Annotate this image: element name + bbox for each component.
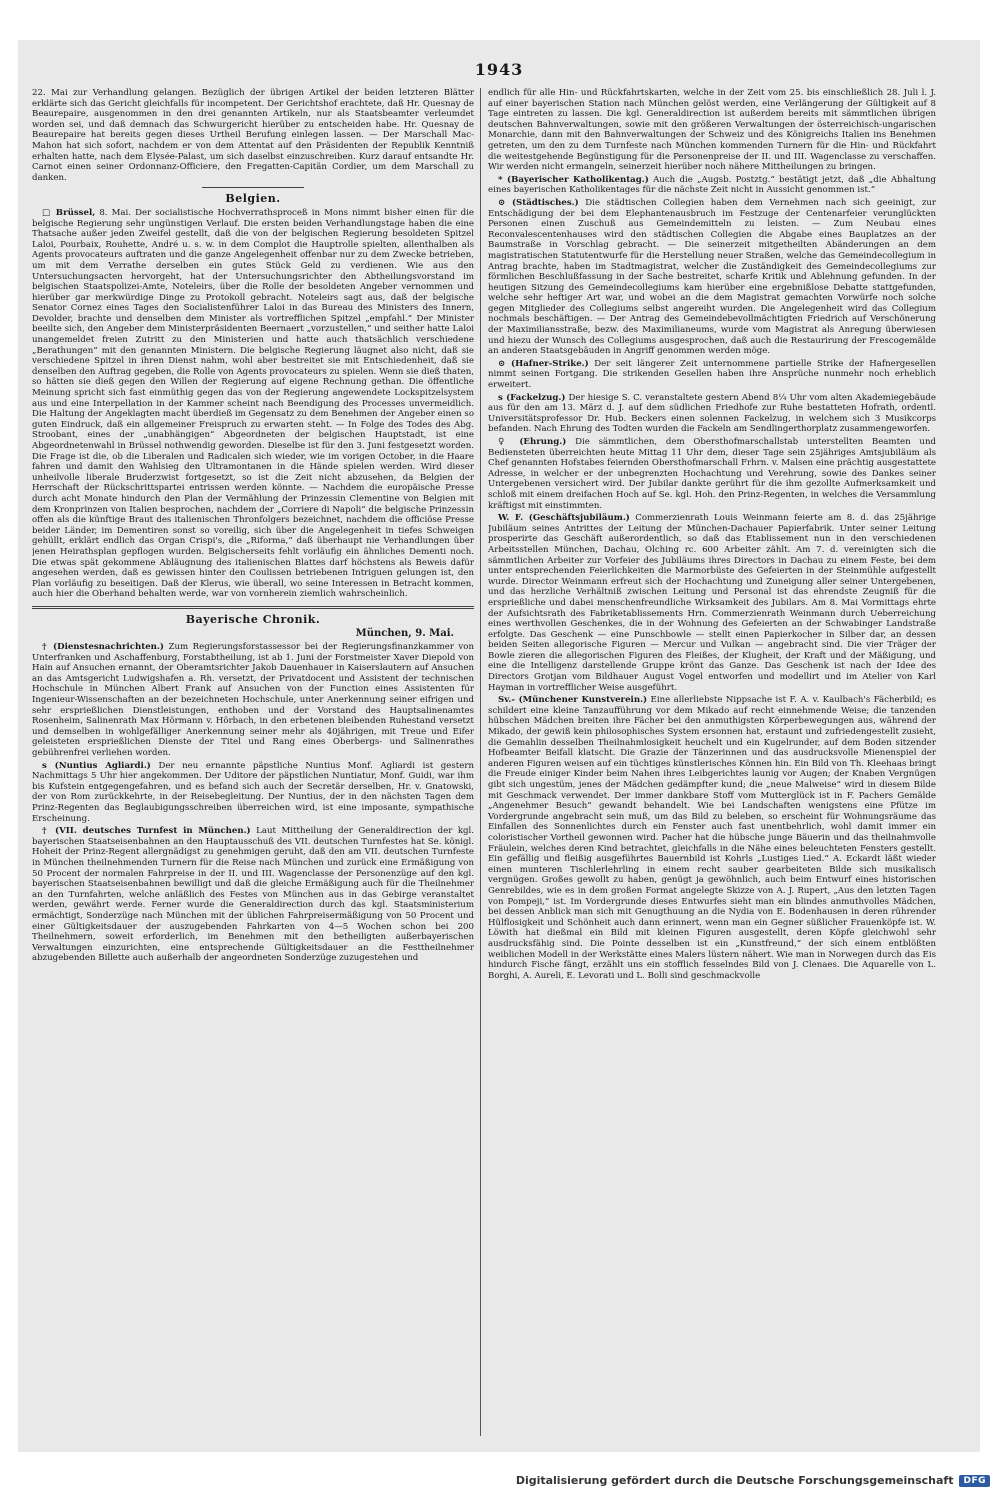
article-lead: ♀ (Ehrung.) (498, 437, 567, 447)
article-ehrung (488, 437, 936, 511)
article-turnfest (32, 826, 474, 964)
article-text: Der seit längerer Zeit unternommene partielle Strike der Hafnergesellen nimmt seinen Fortgang. Die strikenden Gesellen haben ihre Ansprüche nunmehr noch erheblich erweitert. (488, 358, 936, 391)
section-divider (32, 606, 474, 609)
article-lead: † (VII. deutsches Turnfest in München.) (42, 826, 251, 837)
article-lead: Sv.- (Münchener Kunstverein.) (498, 695, 648, 706)
article-text: Zum Regierungsforstassessor bei der Regierungsfinanzkammer von Unterfranken und Aschaffenburg, Forstabtheilung, ist ab 1. Juni der Forstmeister Xaver Diepold von Hain auf Ansuchen ernannt, der Oberamtsrichter Jakob Dauenhauer in Kaiserslautern auf Ansuchen an das Amtsgericht Ludwigshafen a. Rh. versetzt, der Privatdocent und Assistent der technischen Hochschule in München Albert Frank auf Ansuchen von der Function eines Assistenten für Ingenieur-Wissenschaften an der bezeichneten Hochschule, unter Anerkennung seiner eifrigen und sehr ersprießlichen Dienstleistungen, enthoben und der Vorstand des Hauptsalinenamtes Rosenheim, Salinenrath Max Hörmann v. Hörbach, in den erbetenen bleibenden Ruhestand versetzt und demselben in wohlgefälliger Anerkennung seiner mehr als 40jährigen, mit Treue und Eifer geleisteten ersprießlichen Dienste der Titel und Rang eines Oberbergs- und Salinenrathes gebührenfrei verliehen worden. (32, 642, 474, 759)
article-katholikentag (488, 175, 936, 196)
dfg-logo: DFG (959, 1475, 990, 1487)
article-text: Die städtischen Collegien haben dem Vernehmen nach sich geeinigt, zur Entschädigung der bei dem Elephantenausbruch im Festzuge der Centenarfeier verunglückten Personen einen Zuschuß aus Gemeindemitteln zu leisten. — Zum Neubau eines Reconvalescentenhauses wird den städtischen Collegien die Abgabe eines Bauplatzes an der Baumstraße in Vorschlag gebracht. — Die seinerzeit mitgetheilten Abänderungen an dem magistratischen Statutentwurfe für die Herstellung neuer Straßen, welche das Gemeindecollegium in Antrag brachte, haben im Stadtmagistrat, welcher die Zuständigkeit des Gemeindecollegiums zur förmlichen Beschlußfassung in der Sache bestreitet, scharfe Kritik und Ablehnung gefunden. In der heutigen Sitzung des Gemeindecollegiums kam hierüber eine ergebnißlose Debatte stattgefunden, welche sehr heftiger Art war, und wobei an die dem Magistrat gemachten Vorwürfe noch solche gegen Mitglieder des Collegiums selbst angereiht wurden. Die Angelegenheit wird das Collegium nochmals beschäftigen. — Der Antrag des Gemeindebevollmächtigten Friedrich auf Verschönerung der Maximiliansstraße, bezw. des Maximilianeums, wurde vom Magistrat als Anregung überwiesen und hiezu der Wunsch des Collegiums ausgesprochen, daß auch die Restaurirung der Frescogemälde an anderen Staatsgebäuden in Angriff genommen werden möge. (488, 197, 936, 357)
article-turnfest-continued: endlich für alle Hin- und Rückfahrtskarten, welche in der Zeit vom 25. bis einschließlich 28. Juli l. J. auf einer bayerischen Station nach München gelöst werden, eine Verlängerung der Gültigkeit auf 8 Tage eintreten zu lassen. Die kgl. Generaldirection ist außerdem bereits mit sämmtlichen übrigen deutschen Bahnverwaltungen, sowie mit den größeren Verwaltungen der österreichisch-ungarischen Monarchie, dann mit den Bahnverwaltungen der Schweiz und des Königreichs Italien ins Benehmen getreten, um den zu dem Turnfeste nach München kommenden Turnern für die Hin- und Rückfahrt die weitestgehende Begünstigung für die Personenpreise der II. und III. Wagenclasse zu verschaffen. Wir werden nicht ermangeln, seinerzeit hierüber noch nähere Mittheilungen zu bringen. (488, 88, 936, 173)
column-rule (480, 88, 481, 1436)
section-heading-chronik: Bayerische Chronik. (185, 612, 321, 626)
article-text: Der socialistische Hochverrathsproceß in Mons nimmt bisher einen für die belgische Regierung sehr ungünstigen Verlauf. Die ersten beiden Verhandlungstage haben die eine Thatsache außer jeden Zweifel gestellt, daß die von der belgischen Regierung besoldeten Spitzel Laloi, Pourbaix, Rouhette, André u. s. w. in dem Complot die Hauptrolle spielten, allenthalben als Agents provocateurs auftraten und die ganze Angelegenheit offenbar nur zu dem Zwecke betrieben, um mit dem Verrathe derselben ein gutes Stück Geld zu verdienen. Wie aus den Untersuchungsacten hervorgeht, hat der Untersuchungsrichter den Abtheilungsvorstand im belgischen Staatspolizei-Amte, Noteleirs, über die Rolle der besoldeten Angeber vernommen und hierüber gar merkwürdige Dinge zu Protokoll gebracht. Noteleirs sagt aus, daß der belgische Senator Cornez eines Tages den Socialistenführer Laloi in das Bureau des Ministers des Innern, Devolder, brachte und denselben dem Minister als vortrefflichen Spitzel „empfahl.“ Der Minister beeilte sich, den Angeber dem Ministerpräsidenten Beernaert „vorzustellen,“ und seither hatte Laloi unangemeldet freien Zutritt zu den Ministerien und hatte auch thatsächlich verschiedene „Berathungen“ mit den genannten Ministern. Die belgische Regierung läugnet also nicht, daß sie verschiedene Spitzel in ihren Dienst nahm, wohl aber bestreitet sie mit Entschiedenheit, daß sie denselben den Auftrag gegeben, die Rolle von Agents provocateurs zu spielen. Wenn sie dieß thaten, so hätten sie dieß gegen den Willen der Regierung auf eigene Rechnung gethan. Die öffentliche Meinung spricht sich fast einmüthig gegen das von der Regierung angewendete Lockspitzelsystem aus und eine Interpellation in der Kammer scheint nach Beendigung des Processes unvermeidlich. Die Haltung der Angeklagten macht überdieß im Gegensatz zu dem Benehmen der Angeber einen so guten Eindruck, daß ein allgemeiner Freispruch zu erwarten steht. — In Folge des Todes des Abg. Stroobant, eines der „unabhängigen“ Abgeordneten der belgischen Hauptstadt, ist eine Abgeordnetenwahl in Brüssel nothwendig geworden. Dieselbe ist für den 3. Juni festgesetzt worden. Die Frage ist die, ob die Liberalen und Radicalen sich wieder, wie im vorigen October, in die Haare fahren und damit den Wahlsieg den Ultramontanen in die Hände spielen werden. Wird dieser unheilvolle liberale Bruderzwist fortgesetzt, so ist die Zeit nicht abzusehen, da Belgien der Herrschaft der Rückschrittspartei entrissen werden könnte. — Nachdem die europäische Presse durch acht Monate hindurch den Plan der Vermählung der Prinzessin Clementine von Belgien mit dem Kronprinzen von Italien besprochen, nachdem der „Corriere di Napoli“ die belgische Prinzessin offen als die künftige Braut des italienischen Thronfolgers bezeichnet, nachdem die officiöse Presse beider Länder, im Dementiren sonst so voreilig, sich über die Angelegenheit in tiefes Schweigen gehüllt, erklärt endlich das Organ Crispi's, die „Riforma,“ daß überhaupt nie Verhandlungen über jenen Heirathsplan gepflogen wurden. Belgischerseits fehlt vorläufig ein ähnliches Dementi noch. Die etwas spät gekommene Abläugnung des italienischen Blattes darf höchstens als Beweis dafür angesehen werden, daß es gewissen hinter den Coulissen betriebenen Intriguen gelungen ist, den Plan vorläufig zu beseitigen. Daß der Klerus, wie überall, wo seine Interessen in Betracht kommen, auch hier die Oberhand behalten werde, war von vornherein ziemlich wahrscheinlich. (32, 207, 474, 600)
article-kunstverein (488, 695, 936, 981)
article-text: Eine allerliebste Nippsache ist F. A. v. Kaulbach's Fächerbild; es schildert eine kleine Tanzaufführung vor dem Mikado auf recht einnehmende Weise; die tanzenden hübschen Mädchen breiten ihre Fächer bei den anmuthigsten Körperbewegungen aus, während der Mikado, der gewiß kein philosophisches System ersonnen hat, erstaunt und zufriedengestellt zusieht, die Gemahlin desselben Theilnahmlosigkeit heuchelt und ein Kugelrunder, auf dem Boden sitzender Hofbeamter Beifall klatscht. Die Grazie der Tänzerinnen und das ausdrucksvolle Mienenspiel der anderen Figuren weisen auf ein tüchtiges künstlerisches Können hin. Ein Bild von Th. Kleehaas bringt die Freude einiger Kinder beim Nahen ihres Leibgerichtes launig vor Augen; der Knaben Vergnügen gibt sich ungestüm, jenes der Mädchen gedämpfter kund; die „neue Malweise“ wird in diesem Bilde mit Geschmack verwendet. Der immer dankbare Stoff vom Mutterglück ist in F. Pachers Gemälde „Angenehmer Besuch“ gewandt behandelt. Wie bei Landschaften wenigstens eine Pfütze im Vordergrunde angebracht sein muß, um das Bild zu beleben, so erscheint für Wohnungsräume das Einfallen des Sonnenlichtes durch ein Fenster auch fast unentbehrlich, wohl damit immer ein coloristischer Vortheil gewonnen wird. Pacher hat die hübsche junge Bäuerin und das theilnahmvolle Fräulein, welches deren Kind betrachtet, gleichfalls in die Nähe eines beleuchteten Fensters gestellt. Ein gefällig und fleißig ausgeführtes Bauernbild ist Kohrls „Lustiges Lied.“ A. Eckardt läßt wieder einen munteren Tischlerlehrling in einem recht sauber gearbeiteten Bilde sich musikalisch vergnügen. Großes gewollt zu haben, genügt ja gewöhnlich, auch beim Entwurf eines historischen Genrebildes, wie es in dem großen Format angelegte Skizze von A. J. Rupert, „Aus den letzten Tagen von Pompeji,“ ist. Im Vordergrunde dieses Entwurfes sieht man ein blindes anmuthvolles Mädchen, bei dessen Anblick man sich mit Genugthuung an die Nydia von E. Bodenhausen in deren rührender Hülflosigkeit und Schönheit auch dann erinnert, wenn man ein Gegner süßlicher Frauenköpfe ist. W. Löwith hat dießmal ein Bild mit kleinen Figuren ausgestellt, deren Köpfe gleichwohl sehr ausdrucksfähig sind. Die Pointe desselben ist ein „Kunstfreund,“ der sich einem entblößten weiblichen Modell in der Werkstätte eines Malers lüstern nähert. Wie man in Norwegen durch das Eis hindurch Fische fängt, erzählt uns ein stofflich fesselndes Bild von J. Clenaes. Die Aquarelle von L. Borghi, A. Aureli, E. Levorati und L. Bolli sind geschmackvolle (488, 695, 936, 981)
article-staedtisches (488, 198, 936, 357)
article-lead: s (Nuntius Agliardi.) (42, 760, 151, 771)
article-text: Laut Mittheilung der Generaldirection der kgl. bayerischen Staatseisenbahnen an den Hauptausschuß des VII. deutschen Turnfestes hat Se. königl. Hoheit der Prinz-Regent allergnädigst zu genehmigen geruht, daß den am VII. deutschen Turnfeste in München theilnehmenden Turnern für die Reise nach München und zurück eine Ermäßigung von 50 Procent der normalen Fahrpreise in der II. und III. Wagenclasse der Personenzüge auf den kgl. bayerischen Staatseisenbahnen bewilligt und daß die gleiche Ermäßigung auch für die Theilnehmer an den Turnfahrten, welche anläßlich des Festes von München aus in das Gebirge veranstaltet werden, gewährt werde. Ferner wurde die Generaldirection durch das kgl. Staatsministerium ermächtigt, Sonderzüge nach München mit der üblichen Fahrpreisermäßigung von 50 Procent und einer Gültigkeitsdauer der auszugebenden Fahrkarten von 4—5 Wochen schon bei 200 Theilnehmern, soweit erforderlich, im Benehmen mit den betheiligten außerbayerischen Verwaltungen einzurichten, eine entsprechende Gültigkeitsdauer an die Festtheilnehmer abzugebenden Billette auch außerhalb der angeordneten Sonderzüge zuzugestehen und (32, 826, 474, 964)
article-text: Der neu ernannte päpstliche Nuntius Monf. Agliardi ist gestern Nachmittags 5 Uhr hier angekommen. Der Uditore der päpstlichen Nuntiatur, Monf. Guidi, war ihm bis Kufstein entgegengefahren, und es befand sich auch der Secretär derselben, Hr. v. Gnatowski, der von Rom zurückkehrte, in der Reisebegleitung. Der Nuntius, der in den nächsten Tagen dem Prinz-Regenten das Beglaubigungsschreiben überreichen wird, ist eine imposante, sympathische Erscheinung. (32, 760, 474, 824)
article-geschaeftsjubilaeum (488, 513, 936, 693)
article-fackelzug (488, 393, 936, 435)
article-lead: W. F. (Geschäftsjubiläum.) (498, 513, 630, 524)
article-lead: ⊙ (Städtisches.) (498, 197, 579, 208)
dateline-date: 8. Mai. (99, 207, 132, 218)
article-text: Die sämmtlichen, dem Obersthofmarschallstab unterstellten Beamten und Bediensteten überreichten heute Mittag 11 Uhr dem, dieser Tage sein 25jähriges Amtsjubiläum als Chef genannten Hofstabes feiernden Obersthofmarschall Frhrn. v. Malsen eine prächtig ausgestattete Adresse, in welcher er der unbegrenzten Hochachtung und Verehrung, sowie des Dankes seiner Untergebenen versichert wird. Der Jubilar dankte gerührt für die ihm gezollte Aufmerksamkeit und schloß mit einem dreifachen Hoch auf Se. kgl. Hoh. den Prinz-Regenten, in welches die Versammlung kräftigst mit einstimmten. (488, 437, 936, 511)
newspaper-page (18, 40, 980, 1452)
page-number: 1943 (474, 60, 524, 79)
article-lead: † (Dienstesnachrichten.) (42, 642, 164, 653)
article-text: Der hiesige S. C. veranstaltete gestern Abend 8¼ Uhr vom alten Akademiegebäude aus für den am 13. März d. J. auf dem südlichen Friedhofe zur Ruhe bestatteten Hofrath, ordentl. Universitätsprofessor Dr. Hub. Beckers einen solennen Fackelzug, in welchem sich 3 Musikcorps befanden. Nach Ehrung des Todten wurden die Fackeln am Sendlingerthorplatz zusammengeworfen. (488, 392, 936, 435)
article-lead: * (Bayerischer Katholikentag.) (498, 174, 649, 185)
article-dienstesnachrichten (32, 642, 474, 759)
article-lead: s (Fackelzug.) (498, 392, 566, 403)
article-text: Commerzienrath Louis Weinmann feierte am 8. d. das 25jährige Jubiläum seines Antrittes der Leitung der München-Dachauer Papierfabrik. Unter seiner Leitung prosperirte das Geschäft außerordentlich, so daß das Etablissement nun in den verschiedenen Arbeitsstellen München, Dachau, Olching rc. 600 Arbeiter zählt. Am 7. d. vereinigten sich die sämmtlichen Arbeiter zur Vorfeier des Jubiläums ihres Directors in Dachau zu einem Feste, bei dem unter entsprechenden Feierlichkeiten die Marmorbüste des Gefeierten in der Steinmühle aufgestellt wurde. Director Weinmann erfreut sich der Hochachtung und Zuneigung aller seiner Untergebenen, und das herzliche Verhältniß zwischen Leitung und Personal ist das ehrendste Zeugniß für die ersprießliche und dabei menschenfreundliche Wirksamkeit des Jubilars. Am 8. Mai Vormittags ehrte der Aufsichtsrath des Fabriketablissements Hrn. Commerzienrath Weinmann durch Ueberreichung eines werthvollen Geschenkes, die in der Wohnung des Gefeierten an der Schwabinger Landstraße erfolgte. Das Geschenk — eine Punschbowle — stellt einen Papierkocher in Silber dar, an dessen beiden Seiten allegorische Figuren — Mercur und Vulkan — angebracht sind. Die vier Träger der Bowle zieren die allegorischen Figuren des Fleißes, der Klugheit, der Kraft und der Mäßigung, und eine die Intelligenz darstellende Gruppe krönt das Ganze. Das Geschenk ist nach der Idee des Directors Grotjan vom Bildhauer August Vogel entworfen und modellirt und im Atelier von Karl Hayman in vortrefflicher Weise ausgeführt. (488, 513, 936, 693)
section-heading-belgien: Belgien. (225, 192, 281, 206)
dateline-place: □ Brüssel, (42, 207, 96, 218)
article-hafner-strike (488, 359, 936, 391)
credit-text: Digitalisierung gefördert durch die Deutsche Forschungsgemeinschaft (515, 1474, 954, 1487)
right-column (488, 88, 936, 1436)
article-belgien (32, 208, 474, 600)
digitization-credit (516, 1474, 990, 1487)
dateline-muenchen: München, 9. Mai. (355, 627, 454, 639)
article-text: Auch die „Augsb. Postztg.“ bestätigt jetzt, daß „die Abhaltung eines bayerischen Katholikentages für die nächste Zeit nicht in Aussicht genommen ist.“ (488, 174, 936, 196)
divider (202, 187, 304, 188)
article-paragraph: 22. Mai zur Verhandlung gelangen. Bezüglich der übrigen Artikel der beiden letzteren Blätter erklärte sich das Gericht gleichfalls für incompetent. Der Gerichtshof erachtete, daß Hr. Quesnay de Beaurepaire, ausgenommen in den drei genannten Artikeln, nur als Staatsbeamter verleumdet worden sei, und daß demnach das Schwurgericht hierüber zu entscheiden habe. Hr. Quesnay de Beaurepaire hat bereits gegen dieses Urtheil Berufung einlegen lassen. — Der Marschall Mac-Mahon hat sich sofort, nachdem er von dem Attentat auf den Präsidenten der Republik Kenntniß erhalten hatte, nach dem Elysée-Palast, um sich daselbst einzuschreiben. Kurz darauf entsandte Hr. Carnot einen seiner Ordonnanz-Officiere, den Fregatten-Capitän Cordier, um dem Marschall zu danken. (32, 88, 474, 183)
left-column (32, 88, 474, 1436)
article-nuntius (32, 761, 474, 825)
article-lead: ⊙ (Hafner-Strike.) (498, 358, 589, 369)
